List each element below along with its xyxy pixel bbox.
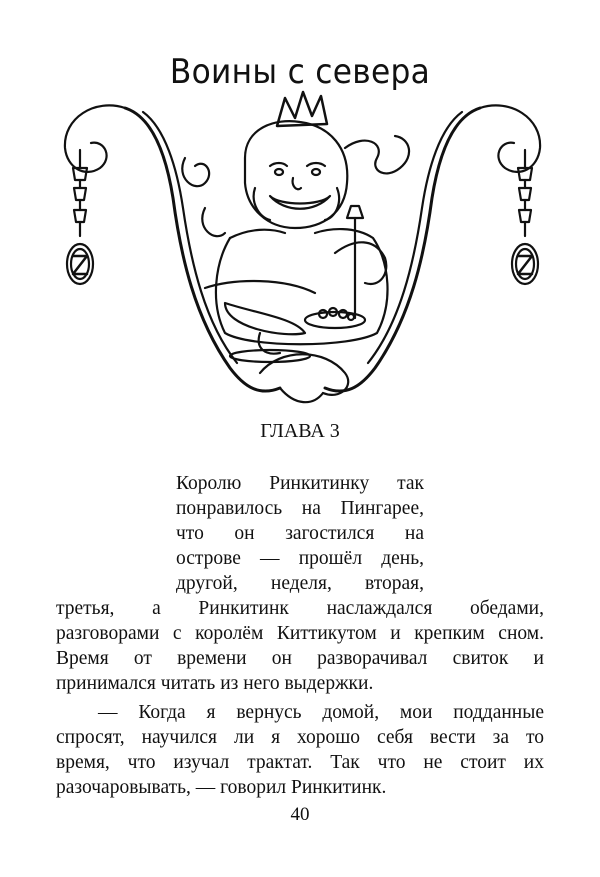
text-line: — Когда я вернусь домой, мои подданные xyxy=(98,702,544,723)
text-line: другой, неделя, вторая, xyxy=(176,573,424,594)
paragraph-body-1 xyxy=(56,596,544,696)
paragraph-body-2 xyxy=(56,700,544,800)
text-line: Время от времени он разворачивал свиток и xyxy=(56,648,544,669)
paragraph-narrow xyxy=(176,471,424,596)
text-line: острове — прошёл день, xyxy=(176,548,424,569)
page-title: Воины с севера xyxy=(169,52,431,92)
chapter-heading: ГЛАВА 3 xyxy=(260,420,340,442)
text-line: что он загостился на xyxy=(176,523,424,544)
text-line: спросят, научился ли я хорошо себя вести за то xyxy=(56,727,544,748)
text-line: принимался читать из него выдержки. xyxy=(56,673,374,694)
text-line: время, что изучал трактат. Так что не стоит их xyxy=(56,752,544,773)
page-number: 40 xyxy=(290,804,310,825)
king-illustration-icon xyxy=(55,88,550,408)
text-line: понравилось на Пингарее, xyxy=(176,498,424,519)
text-line: разочаровывать, — говорил Ринкитинк. xyxy=(56,777,387,798)
text-line: Королю Ринкитинку так xyxy=(176,473,424,494)
text-line: разговорами с королём Киттикутом и крепким сном. xyxy=(56,623,544,644)
text-line: третья, а Ринкитинк наслаждался обедами, xyxy=(56,598,544,619)
